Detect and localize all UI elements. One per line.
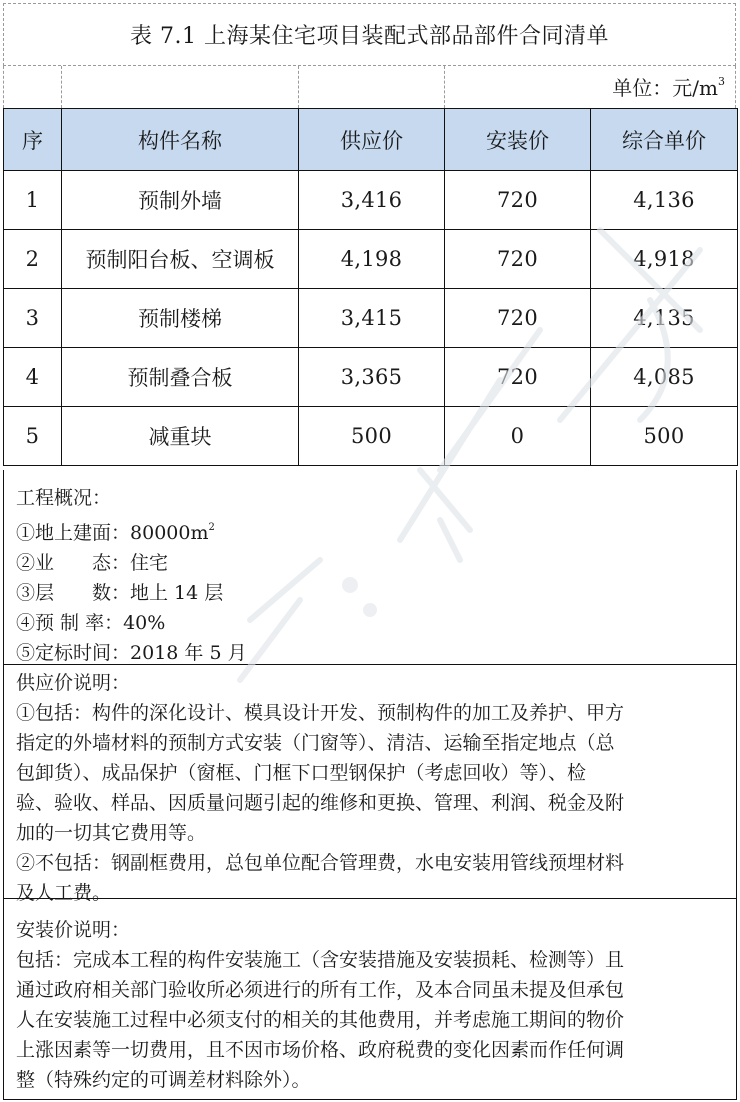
overview-value: 住宅 [130,552,169,574]
overview-item-prefab-rate [16,608,724,638]
overview-item-bid-date [16,638,724,668]
row-component-name: 预制楼梯 [62,289,299,348]
row-unit-price: 4,085 [591,348,738,407]
install-notes-line: 人在安装施工过程中必须支付的相关的其他费用，并考虑施工期间的物价 [16,1009,625,1031]
table-row [4,407,738,466]
price-table [3,108,738,466]
install-notes-line: 整（特殊约定的可调差材料除外）。 [16,1069,311,1091]
row-index: 4 [4,348,62,407]
row-component-name: 减重块 [62,407,299,466]
document-title [3,3,736,66]
supply-notes-line: 包卸货）、成品保护（窗框、门框下口型钢保护（考虑回收）等）、检 [16,762,587,784]
row-install-price: 720 [445,289,591,348]
row-index: 3 [4,289,62,348]
install-price-notes-section [3,899,737,1100]
overview-value: 地上 14 层 [130,582,224,604]
document-title-text: 表 7.1 上海某住宅项目装配式部品部件合同清单 [130,24,609,49]
row-supply-price: 3,415 [299,289,445,348]
table-row [4,289,738,348]
row-unit-price: 4,135 [591,289,738,348]
table-row [4,171,738,230]
row-unit-price: 4,918 [591,230,738,289]
overview-value: 80000m [130,522,209,544]
row-unit-price: 500 [591,407,738,466]
overview-superscript: 2 [208,522,215,533]
table-row [4,348,738,407]
overview-label: ④预 制 率： [16,612,124,634]
install-notes-line: 上涨因素等一切费用，且不因市场价格、政府税费的变化因素而作任何调 [16,1039,625,1061]
unit-superscript: 3 [718,75,725,88]
row-component-name: 预制叠合板 [62,348,299,407]
header-component-name: 构件名称 [62,109,299,171]
install-notes-line: 通过政府相关部门验收所必须进行的所有工作，及本合同虽未提及但承包 [16,979,625,1001]
row-install-price: 720 [445,171,591,230]
header-unit-price: 综合单价 [591,109,738,171]
supply-notes-line: ②不包括：钢副框费用，总包单位配合管理费，水电安装用管线预埋材料 [16,852,625,874]
project-overview-section [3,470,737,665]
row-component-name: 预制外墙 [62,171,299,230]
dashed-divider [298,66,299,108]
row-index: 1 [4,171,62,230]
overview-value: 2018 年 5 月 [130,642,247,664]
unit-row [3,66,736,108]
supply-notes-line: ①包括：构件的深化设计、模具设计开发、预制构件的加工及养护、甲方 [16,702,625,724]
header-install-price: 安装价 [445,109,591,171]
dashed-divider [61,66,62,108]
supply-notes-line: 验、验收、样品、因质量问题引起的维修和更换、管理、利润、税金及附 [16,792,625,814]
header-index: 序 [4,109,62,171]
header-supply-price: 供应价 [299,109,445,171]
overview-label: ⑤定标时间： [16,642,131,664]
overview-label: ③层 数： [16,582,131,604]
row-supply-price: 3,416 [299,171,445,230]
supply-notes-line: 指定的外墙材料的预制方式安装（门窗等）、清洁、运输至指定地点（总 [16,732,615,754]
overview-item-area [16,513,724,548]
row-install-price: 720 [445,348,591,407]
overview-label: ①地上建面： [16,522,131,544]
supply-price-notes-section [3,665,737,904]
row-supply-price: 500 [299,407,445,466]
row-install-price: 0 [445,407,591,466]
row-index: 2 [4,230,62,289]
overview-heading: 工程概况： [16,487,112,509]
overview-value: 40% [123,612,166,634]
overview-item-type [16,548,724,578]
row-install-price: 720 [445,230,591,289]
row-supply-price: 3,365 [299,348,445,407]
unit-label-text: 单位：元/m [612,76,718,100]
dashed-divider [444,66,445,108]
table-header-row [4,109,738,171]
supply-notes-line: 加的一切其它费用等。 [16,822,207,844]
overview-item-floors [16,578,724,608]
row-supply-price: 4,198 [299,230,445,289]
row-index: 5 [4,407,62,466]
install-notes-heading: 安装价说明： [16,919,131,941]
install-notes-line: 包括：完成本工程的构件安装施工（含安装措施及安装损耗、检测等）且 [16,949,625,971]
overview-label: ②业 态： [16,552,131,574]
row-component-name: 预制阳台板、空调板 [62,230,299,289]
unit-label [612,72,725,101]
table-row [4,230,738,289]
row-unit-price: 4,136 [591,171,738,230]
supply-notes-line: 及人工费。 [16,882,112,904]
supply-notes-heading: 供应价说明： [16,672,131,694]
